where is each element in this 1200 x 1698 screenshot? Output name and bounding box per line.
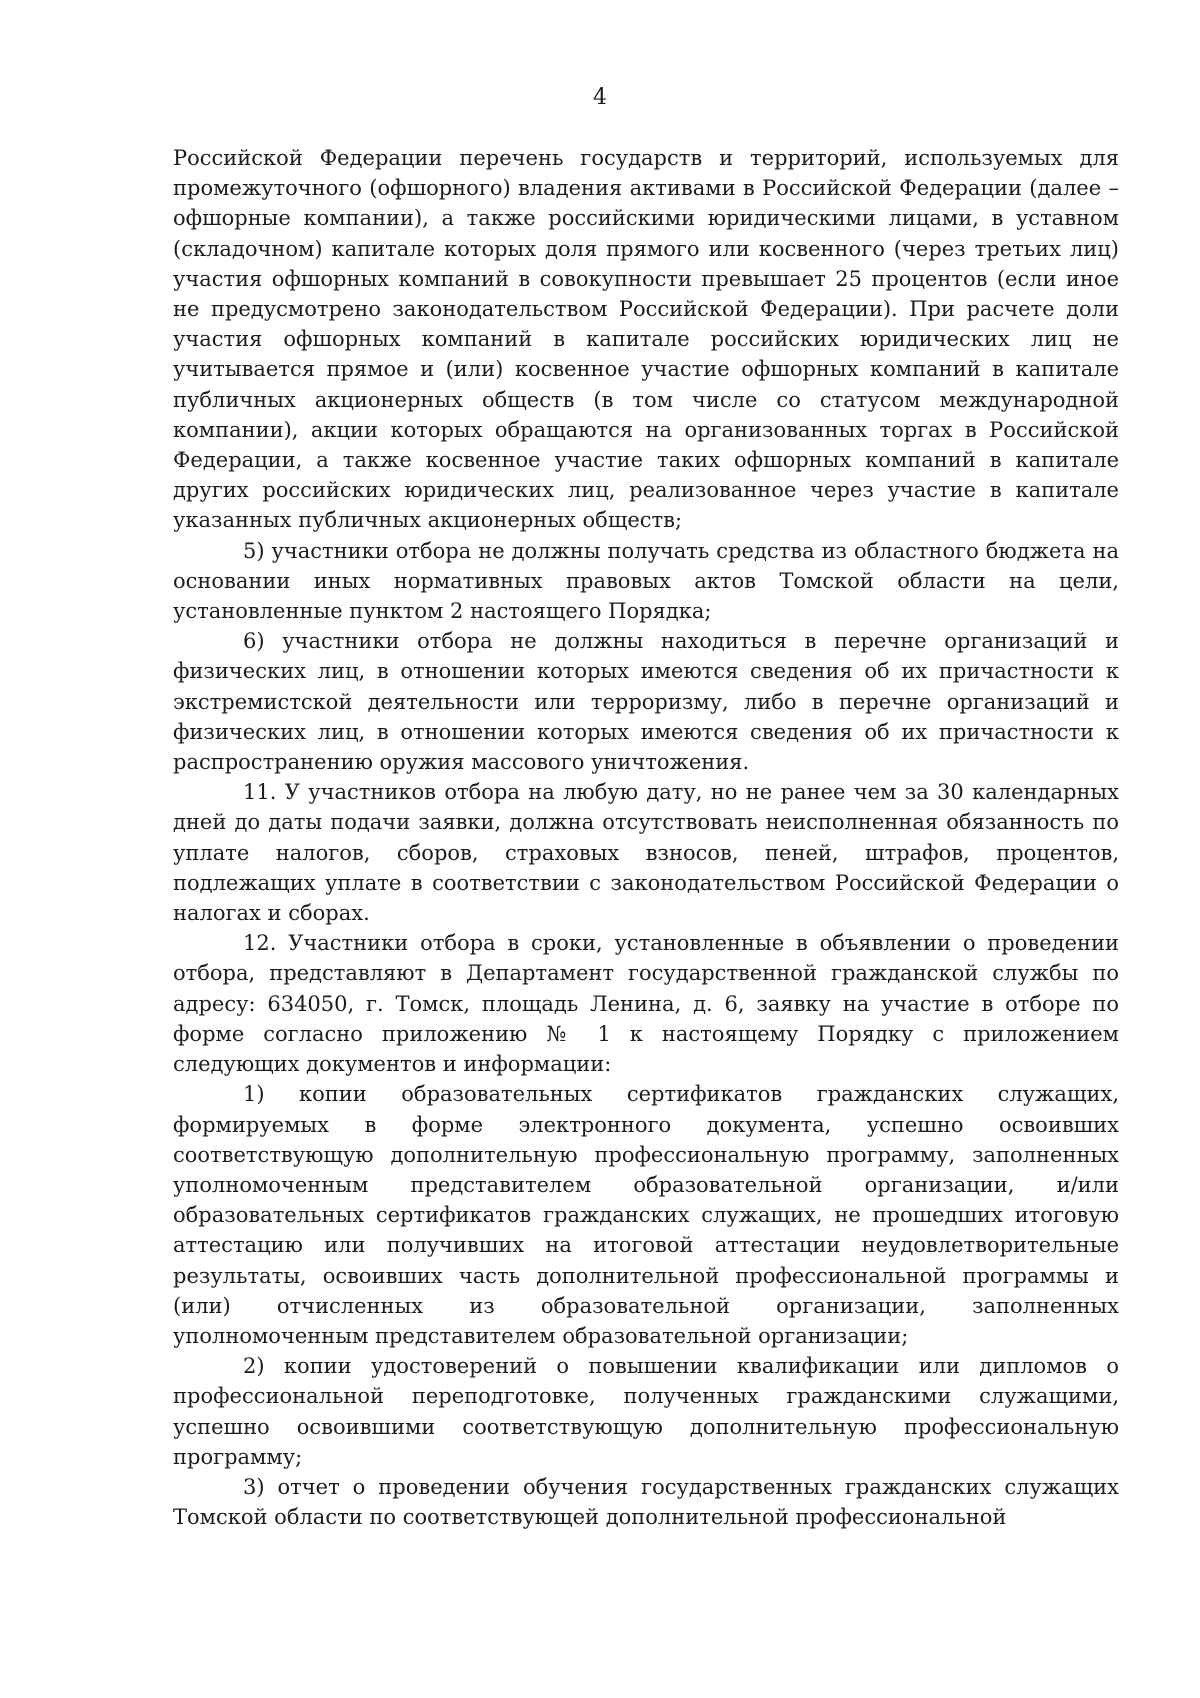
paragraph-section-12: 12. Участники отбора в сроки, установленные в объявлении о проведении отбора, представляют в Департамент государственной гражданской службы по адресу: 634050, г. Томск, площадь Ленина, д. 6, заявку на участие в отборе по форме согласно приложению № 1 к настоящему Порядку с приложением следующих документов и информации:	[173, 931, 1119, 1077]
paragraph-section-11: 11. У участников отбора на любую дату, но не ранее чем за 30 календарных дней до даты подачи заявки, должна отсутствовать неисполненная обязанность по уплате налогов, сборов, страховых взносов, пеней, штрафов, процентов, подлежащих уплате в соответствии с законодательством Российской Федерации о налогах и сборах.	[173, 780, 1119, 926]
paragraph-item-5: 5) участники отбора не должны получать средства из областного бюджета на основании иных нормативных правовых актов Томской области на цели, установленные пунктом 2 настоящего Порядка;	[173, 538, 1119, 624]
paragraph-offshore-continuation: Российской Федерации перечень государств и территорий, используемых для промежуточного (офшорного) владения активами в Российской Федерации (далее – офшорные компании), а также российскими юридическими лицами, в уставном (складочном) капитале которых доля прямого или косвенного (через третьих лиц) участия офшорных компаний в совокупности превышает 25 процентов (если иное не предусмотрено законодательством Российской Федерации). При расчете доли участия офшорных компаний в капитале российских юридических лиц не учитывается прямое и (или) косвенное участие офшорных компаний в капитале публичных акционерных обществ (в том числе со статусом международной компании), акции которых обращаются на организованных торгах в Российской Федерации, а также косвенное участие таких офшорных компаний в капитале других российских юридических лиц, реализованное через участие в капитале указанных публичных акционерных обществ;	[173, 146, 1119, 533]
paragraph-doc-item-3: 3) отчет о проведении обучения государственных гражданских служащих Томской области по соответствующей дополнительной профессиональной	[173, 1474, 1119, 1530]
paragraph-item-6: 6) участники отбора не должны находиться в перечне организаций и физических лиц, в отношении которых имеются сведения об их причастности к экстремистской деятельности или терроризму, либо в перечне организаций и физических лиц, в отношении которых имеются сведения об их причастности к распространению оружия массового уничтожения.	[173, 629, 1119, 775]
paragraph-doc-item-2: 2) копии удостоверений о повышении квалификации или дипломов о профессиональной переподготовке, полученных гражданскими служащими, успешно освоившими соответствующую дополнительную профессиональную программу;	[173, 1354, 1119, 1469]
document-body	[173, 143, 1119, 1532]
paragraph-doc-item-1: 1) копии образовательных сертификатов гражданских служащих, формируемых в форме электронного документа, успешно освоивших соответствующую дополнительную профессиональную программу, заполненных уполномоченным представителем образовательной организации, и/или образовательных сертификатов гражданских служащих, не прошедших итоговую аттестацию или получивших на итоговой аттестации неудовлетворительные результаты, освоивших часть дополнительной профессиональной программы и (или) отчисленных из образовательной организации, заполненных уполномоченным представителем образовательной организации;	[173, 1082, 1119, 1348]
page-number: 4	[593, 85, 607, 110]
